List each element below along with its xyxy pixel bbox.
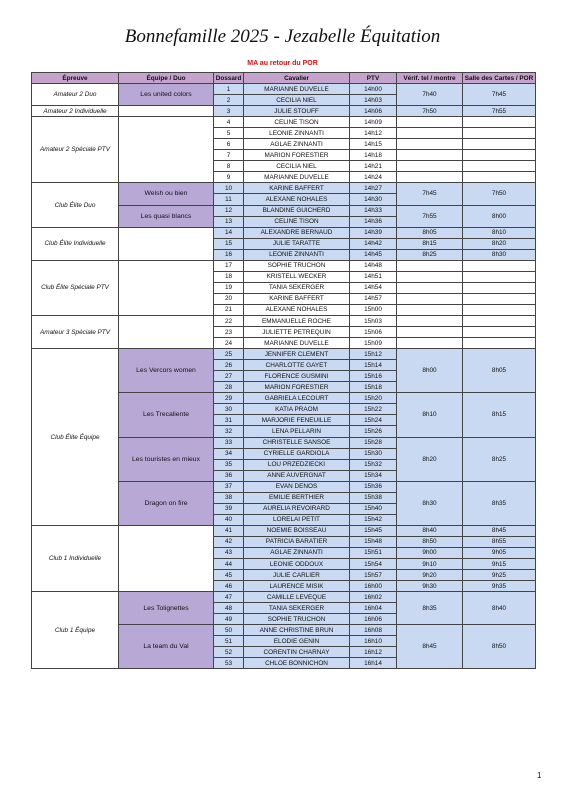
- cavalier-cell: ANNE CHRISTINE BRUN: [244, 625, 350, 636]
- cavalier-cell: MARION FORESTIER: [244, 382, 350, 393]
- salle-cell-empty: [463, 128, 536, 139]
- header-cavalier: Cavalier: [244, 73, 350, 84]
- ptv-cell: 16h04: [350, 603, 397, 614]
- salle-cell: 8h45: [463, 525, 536, 536]
- cavalier-cell: ALEXANDRE BERNAUD: [244, 227, 350, 238]
- table-row: [32, 84, 536, 95]
- dossard-cell: 13: [214, 216, 244, 227]
- cavalier-cell: CHRISTELLE SANSOE: [244, 437, 350, 448]
- ptv-cell: 15h09: [350, 338, 397, 349]
- verif-cell-empty: [397, 128, 463, 139]
- team-cell: Dragon on fire: [119, 481, 214, 525]
- verif-cell: 8h45: [397, 625, 463, 669]
- header-ptv: PTV: [350, 73, 397, 84]
- dossard-cell: 5: [214, 128, 244, 139]
- team-cell-empty: [119, 315, 214, 348]
- page-title: Bonnefamille 2025 - Jezabelle Équitation: [124, 26, 441, 47]
- dossard-cell: 15: [214, 238, 244, 249]
- ptv-cell: 14h18: [350, 150, 397, 161]
- cavalier-cell: ALEXANE NOHALES: [244, 194, 350, 205]
- dossard-cell: 12: [214, 205, 244, 216]
- cavalier-cell: CELINE TISON: [244, 117, 350, 128]
- salle-cell-empty: [463, 282, 536, 293]
- salle-cell: 9h05: [463, 547, 536, 558]
- verif-cell-empty: [397, 271, 463, 282]
- dossard-cell: 3: [214, 106, 244, 117]
- dossard-cell: 19: [214, 282, 244, 293]
- ptv-cell: 14h21: [350, 161, 397, 172]
- cavalier-cell: MARIANNE DUVELLE: [244, 172, 350, 183]
- ptv-cell: 14h51: [350, 271, 397, 282]
- ptv-cell: 14h00: [350, 84, 397, 95]
- dossard-cell: 36: [214, 470, 244, 481]
- verif-cell: 9h10: [397, 559, 463, 570]
- dossard-cell: 30: [214, 404, 244, 415]
- ptv-cell: 14h24: [350, 172, 397, 183]
- cavalier-cell: NOEMIE BOISSEAU: [244, 525, 350, 536]
- dossard-cell: 50: [214, 625, 244, 636]
- ptv-cell: 14h42: [350, 238, 397, 249]
- dossard-cell: 41: [214, 525, 244, 536]
- dossard-cell: 9: [214, 172, 244, 183]
- cavalier-cell: AGLAE ZINNANTI: [244, 547, 350, 558]
- ptv-cell: 16h00: [350, 581, 397, 592]
- team-cell: Les Trecaliente: [119, 393, 214, 437]
- dossard-cell: 22: [214, 315, 244, 326]
- dossard-cell: 17: [214, 260, 244, 271]
- ptv-cell: 14h30: [350, 194, 397, 205]
- verif-cell-empty: [397, 315, 463, 326]
- cavalier-cell: TANIA SEKERGER: [244, 603, 350, 614]
- dossard-cell: 4: [214, 117, 244, 128]
- dossard-cell: 51: [214, 636, 244, 647]
- cavalier-cell: LENA PELLARIN: [244, 426, 350, 437]
- schedule-note: MA au retour du POR: [247, 60, 318, 67]
- dossard-cell: 47: [214, 592, 244, 603]
- salle-cell: 8h20: [463, 238, 536, 249]
- salle-cell: 8h15: [463, 393, 536, 437]
- cavalier-cell: JENNIFER CLEMENT: [244, 349, 350, 360]
- salle-cell: 8h10: [463, 227, 536, 238]
- epreuve-cell: Club 1 Équipe: [32, 592, 119, 669]
- verif-cell-empty: [397, 117, 463, 128]
- ptv-cell: 14h09: [350, 117, 397, 128]
- cavalier-cell: JULIE CARLIER: [244, 570, 350, 581]
- salle-cell: 8h40: [463, 592, 536, 625]
- ptv-cell: 15h18: [350, 382, 397, 393]
- salle-cell: 8h00: [463, 205, 536, 227]
- salle-cell: 8h55: [463, 536, 536, 547]
- cavalier-cell: CECILIA NIEL: [244, 161, 350, 172]
- epreuve-cell: Amateur 2 Duo: [32, 84, 119, 106]
- dossard-cell: 10: [214, 183, 244, 194]
- dossard-cell: 39: [214, 503, 244, 514]
- verif-cell: 9h00: [397, 547, 463, 558]
- dossard-cell: 52: [214, 647, 244, 658]
- verif-cell: 8h40: [397, 525, 463, 536]
- cavalier-cell: TANIA SEKERGER: [244, 282, 350, 293]
- dossard-cell: 27: [214, 371, 244, 382]
- cavalier-cell: ALEXANE NOHALES: [244, 304, 350, 315]
- dossard-cell: 16: [214, 249, 244, 260]
- dossard-cell: 24: [214, 338, 244, 349]
- cavalier-cell: FLORENCE GUSMINI: [244, 371, 350, 382]
- table-row: [32, 183, 536, 194]
- dossard-cell: 2: [214, 95, 244, 106]
- ptv-cell: 15h16: [350, 371, 397, 382]
- cavalier-cell: BLANDINE GUICHERD: [244, 205, 350, 216]
- dossard-cell: 40: [214, 514, 244, 525]
- table-row: [32, 349, 536, 360]
- salle-cell: 9h15: [463, 559, 536, 570]
- table-row: [32, 592, 536, 603]
- verif-cell: 8h10: [397, 393, 463, 437]
- dossard-cell: 8: [214, 161, 244, 172]
- cavalier-cell: MARIANNE DUVELLE: [244, 338, 350, 349]
- ptv-cell: 15h51: [350, 547, 397, 558]
- dossard-cell: 1: [214, 84, 244, 95]
- salle-cell-empty: [463, 327, 536, 338]
- header-dossard: Dossard: [214, 73, 244, 84]
- ptv-cell: 16h14: [350, 658, 397, 669]
- header-equipe: Équipe / Duo: [119, 73, 214, 84]
- ptv-cell: 15h32: [350, 459, 397, 470]
- salle-cell-empty: [463, 304, 536, 315]
- team-cell: Les touristes en mieux: [119, 437, 214, 481]
- verif-cell: 9h30: [397, 581, 463, 592]
- team-cell: Les Vercors women: [119, 349, 214, 393]
- ptv-cell: 14h06: [350, 106, 397, 117]
- team-cell-empty: [119, 106, 214, 117]
- team-cell-empty: [119, 525, 214, 591]
- salle-cell-empty: [463, 338, 536, 349]
- ptv-cell: 14h12: [350, 128, 397, 139]
- salle-cell: 8h35: [463, 481, 536, 525]
- ptv-cell: 14h36: [350, 216, 397, 227]
- cavalier-cell: KRISTELL WECKER: [244, 271, 350, 282]
- ptv-cell: 15h06: [350, 327, 397, 338]
- dossard-cell: 45: [214, 570, 244, 581]
- ptv-cell: 15h14: [350, 360, 397, 371]
- ptv-cell: 15h45: [350, 525, 397, 536]
- salle-cell: 8h50: [463, 625, 536, 669]
- ptv-cell: 14h27: [350, 183, 397, 194]
- table-row: [32, 117, 536, 128]
- verif-cell-empty: [397, 260, 463, 271]
- ptv-cell: 16h06: [350, 614, 397, 625]
- dossard-cell: 28: [214, 382, 244, 393]
- header-row: [32, 73, 536, 84]
- cavalier-cell: LOU PRZEDZIECKI: [244, 459, 350, 470]
- team-cell-empty: [119, 117, 214, 183]
- salle-cell-empty: [463, 271, 536, 282]
- verif-cell-empty: [397, 293, 463, 304]
- ptv-cell: 16h12: [350, 647, 397, 658]
- epreuve-cell: Amateur 2 Individuelle: [32, 106, 119, 117]
- ptv-cell: 15h24: [350, 415, 397, 426]
- cavalier-cell: AGLAE ZINNANTI: [244, 139, 350, 150]
- cavalier-cell: CYRIELLE GARDIOLA: [244, 448, 350, 459]
- epreuve-cell: Club Élite Duo: [32, 183, 119, 227]
- ptv-cell: 16h08: [350, 625, 397, 636]
- verif-cell: 7h50: [397, 106, 463, 117]
- dossard-cell: 26: [214, 360, 244, 371]
- epreuve-cell: Club 1 Individuelle: [32, 525, 119, 591]
- verif-cell-empty: [397, 282, 463, 293]
- dossard-cell: 53: [214, 658, 244, 669]
- cavalier-cell: LEONIE ZINNANTI: [244, 128, 350, 139]
- ptv-cell: 14h48: [350, 260, 397, 271]
- dossard-cell: 29: [214, 393, 244, 404]
- verif-cell-empty: [397, 150, 463, 161]
- team-cell: La team du Val: [119, 625, 214, 669]
- cavalier-cell: CECILIA NIEL: [244, 95, 350, 106]
- ptv-cell: 14h54: [350, 282, 397, 293]
- schedule-table: [31, 72, 536, 669]
- salle-cell-empty: [463, 315, 536, 326]
- header-epreuve: Épreuve: [32, 73, 119, 84]
- dossard-cell: 35: [214, 459, 244, 470]
- dossard-cell: 25: [214, 349, 244, 360]
- cavalier-cell: CAMILLE LEVEQUE: [244, 592, 350, 603]
- cavalier-cell: PATRICIA BARATIER: [244, 536, 350, 547]
- ptv-cell: 15h26: [350, 426, 397, 437]
- cavalier-cell: CHLOE BONNICHON: [244, 658, 350, 669]
- dossard-cell: 23: [214, 327, 244, 338]
- salle-cell: 9h25: [463, 570, 536, 581]
- table-row: [32, 260, 536, 271]
- cavalier-cell: LAURENCE MISIK: [244, 581, 350, 592]
- salle-cell: 7h55: [463, 106, 536, 117]
- table-row: [32, 315, 536, 326]
- salle-cell-empty: [463, 150, 536, 161]
- ptv-cell: 15h00: [350, 304, 397, 315]
- page-number: 1: [537, 771, 542, 780]
- cavalier-cell: ELODIE GENIN: [244, 636, 350, 647]
- team-cell: Les quasi blancs: [119, 205, 214, 227]
- cavalier-cell: JULIE TARATTE: [244, 238, 350, 249]
- ptv-cell: 15h38: [350, 492, 397, 503]
- cavalier-cell: JULIETTE PETREQUIN: [244, 327, 350, 338]
- cavalier-cell: KARINE BAFFERT: [244, 183, 350, 194]
- ptv-cell: 14h39: [350, 227, 397, 238]
- cavalier-cell: KATIA PRAOM: [244, 404, 350, 415]
- verif-cell: 8h35: [397, 592, 463, 625]
- salle-cell-empty: [463, 139, 536, 150]
- verif-cell-empty: [397, 304, 463, 315]
- ptv-cell: 14h33: [350, 205, 397, 216]
- cavalier-cell: GABRIELA LECOURT: [244, 393, 350, 404]
- verif-cell: 8h00: [397, 349, 463, 393]
- epreuve-cell: Amateur 3 Spéciale PTV: [32, 315, 119, 348]
- salle-cell: 8h05: [463, 349, 536, 393]
- ptv-cell: 14h45: [350, 249, 397, 260]
- cavalier-cell: EMMANUELLE ROCHE: [244, 315, 350, 326]
- team-cell: Welsh ou bien: [119, 183, 214, 205]
- cavalier-cell: JULIE STOUFF: [244, 106, 350, 117]
- dossard-cell: 38: [214, 492, 244, 503]
- table-row: [32, 106, 536, 117]
- team-cell: Les Tolignettes: [119, 592, 214, 625]
- ptv-cell: 15h40: [350, 503, 397, 514]
- dossard-cell: 31: [214, 415, 244, 426]
- ptv-cell: 15h30: [350, 448, 397, 459]
- verif-cell: 8h25: [397, 249, 463, 260]
- salle-cell-empty: [463, 260, 536, 271]
- verif-cell-empty: [397, 139, 463, 150]
- dossard-cell: 34: [214, 448, 244, 459]
- salle-cell-empty: [463, 172, 536, 183]
- header-verif: Vérif. tel / montre: [397, 73, 463, 84]
- verif-cell: 7h55: [397, 205, 463, 227]
- ptv-cell: 14h57: [350, 293, 397, 304]
- verif-cell-empty: [397, 161, 463, 172]
- cavalier-cell: EVAN DENOS: [244, 481, 350, 492]
- schedule-body: [32, 84, 536, 669]
- cavalier-cell: KARINE BAFFERT: [244, 293, 350, 304]
- verif-cell-empty: [397, 172, 463, 183]
- verif-cell-empty: [397, 327, 463, 338]
- cavalier-cell: MARJORIE FENEUILLE: [244, 415, 350, 426]
- ptv-cell: 15h28: [350, 437, 397, 448]
- dossard-cell: 42: [214, 536, 244, 547]
- verif-cell: 8h50: [397, 536, 463, 547]
- ptv-cell: 15h36: [350, 481, 397, 492]
- team-cell-empty: [119, 227, 214, 260]
- dossard-cell: 32: [214, 426, 244, 437]
- ptv-cell: 14h15: [350, 139, 397, 150]
- verif-cell: 8h05: [397, 227, 463, 238]
- salle-cell-empty: [463, 117, 536, 128]
- cavalier-cell: SOPHIE TRUCHON: [244, 614, 350, 625]
- cavalier-cell: CHARLOTTE GAYET: [244, 360, 350, 371]
- team-cell-empty: [119, 260, 214, 315]
- dossard-cell: 7: [214, 150, 244, 161]
- header-salle: Salle des Cartes / POR: [463, 73, 536, 84]
- cavalier-cell: EMILIE BERTHIER: [244, 492, 350, 503]
- verif-cell-empty: [397, 338, 463, 349]
- epreuve-cell: Club Élite Équipe: [32, 349, 119, 526]
- verif-cell: 9h20: [397, 570, 463, 581]
- salle-cell: 9h35: [463, 581, 536, 592]
- table-row: [32, 227, 536, 238]
- ptv-cell: 15h48: [350, 536, 397, 547]
- ptv-cell: 14h03: [350, 95, 397, 106]
- dossard-cell: 37: [214, 481, 244, 492]
- dossard-cell: 6: [214, 139, 244, 150]
- cavalier-cell: LEONIE ODDOUX: [244, 559, 350, 570]
- ptv-cell: 15h20: [350, 393, 397, 404]
- dossard-cell: 44: [214, 559, 244, 570]
- cavalier-cell: AURELIA REVOIRARD: [244, 503, 350, 514]
- ptv-cell: 15h03: [350, 315, 397, 326]
- ptv-cell: 15h54: [350, 559, 397, 570]
- dossard-cell: 43: [214, 547, 244, 558]
- dossard-cell: 49: [214, 614, 244, 625]
- ptv-cell: 16h02: [350, 592, 397, 603]
- salle-cell: 7h50: [463, 183, 536, 205]
- ptv-cell: 15h34: [350, 470, 397, 481]
- verif-cell: 8h15: [397, 238, 463, 249]
- team-cell: Les united colors: [119, 84, 214, 106]
- salle-cell: 7h45: [463, 84, 536, 106]
- table-row: [32, 525, 536, 536]
- salle-cell: 8h30: [463, 249, 536, 260]
- ptv-cell: 15h42: [350, 514, 397, 525]
- verif-cell: 8h20: [397, 437, 463, 481]
- epreuve-cell: Amateur 2 Spéciale PTV: [32, 117, 119, 183]
- dossard-cell: 21: [214, 304, 244, 315]
- dossard-cell: 46: [214, 581, 244, 592]
- dossard-cell: 48: [214, 603, 244, 614]
- ptv-cell: 16h10: [350, 636, 397, 647]
- dossard-cell: 11: [214, 194, 244, 205]
- dossard-cell: 18: [214, 271, 244, 282]
- cavalier-cell: MARIANNE DUVELLE: [244, 84, 350, 95]
- verif-cell: 8h30: [397, 481, 463, 525]
- dossard-cell: 33: [214, 437, 244, 448]
- verif-cell: 7h45: [397, 183, 463, 205]
- ptv-cell: 15h12: [350, 349, 397, 360]
- ptv-cell: 15h57: [350, 570, 397, 581]
- cavalier-cell: MARION FORESTIER: [244, 150, 350, 161]
- cavalier-cell: LEONIE ZINNANTI: [244, 249, 350, 260]
- salle-cell-empty: [463, 161, 536, 172]
- cavalier-cell: CORENTIN CHARNAY: [244, 647, 350, 658]
- dossard-cell: 20: [214, 293, 244, 304]
- epreuve-cell: Club Élite Spéciale PTV: [32, 260, 119, 315]
- cavalier-cell: CELINE TISON: [244, 216, 350, 227]
- salle-cell-empty: [463, 293, 536, 304]
- cavalier-cell: LORELAI PETIT: [244, 514, 350, 525]
- cavalier-cell: SOPHIE TRUCHON: [244, 260, 350, 271]
- verif-cell: 7h40: [397, 84, 463, 106]
- ptv-cell: 15h22: [350, 404, 397, 415]
- cavalier-cell: ANNE AUVERGNAT: [244, 470, 350, 481]
- epreuve-cell: Club Élite Individuelle: [32, 227, 119, 260]
- dossard-cell: 14: [214, 227, 244, 238]
- salle-cell: 8h25: [463, 437, 536, 481]
